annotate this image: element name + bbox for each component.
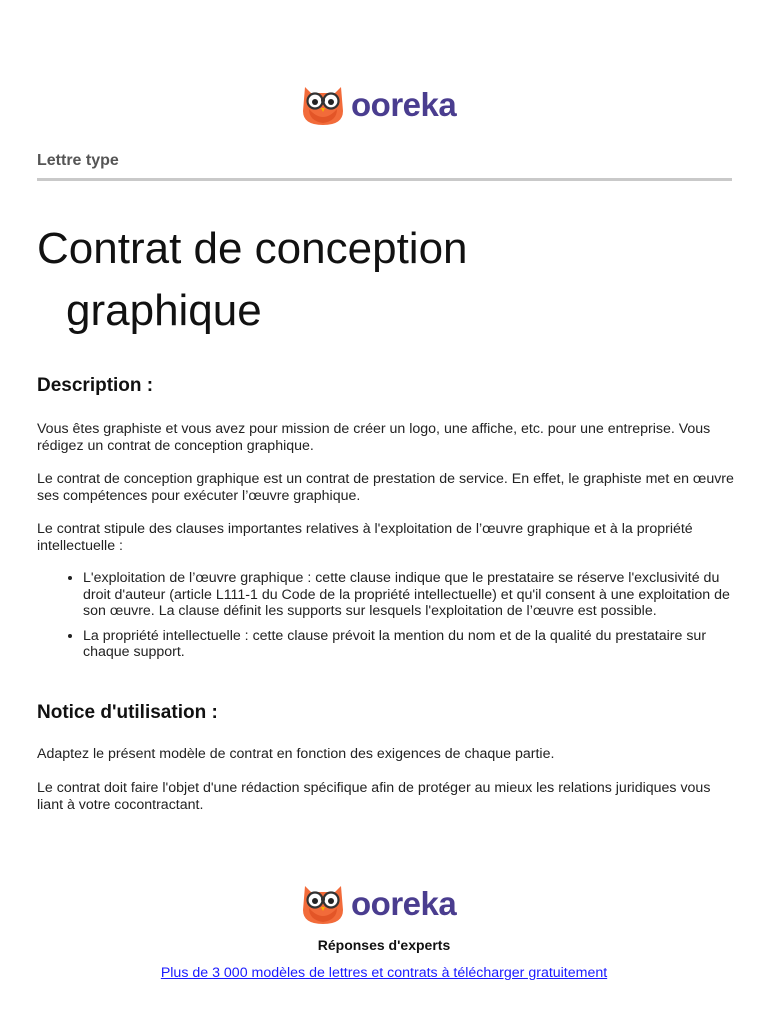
description-paragraph: Vous êtes graphiste et vous avez pour mission de créer un logo, une affiche, etc. pour une entreprise. Vous rédigez un contrat de conception graphique. <box>37 421 711 454</box>
brand-wordmark: ooreka <box>351 884 457 922</box>
title-line-1: Contrat de conception <box>37 224 468 273</box>
notice-heading: Notice d'utilisation : <box>37 702 218 723</box>
notice-paragraph: Adaptez le présent modèle de contrat en fonction des exigences de chaque partie. <box>37 746 555 762</box>
title-line-2: graphique <box>66 286 262 335</box>
description-heading: Description : <box>37 375 154 396</box>
footer-tagline: Réponses d'experts <box>317 937 451 953</box>
owl-icon <box>299 880 347 926</box>
description-paragraph: Le contrat stipule des clauses importantes relatives à l'exploitation de l’œuvre graphique et à la propriété intellectuelle : <box>37 521 693 554</box>
list-item: • L'exploitation de l’œuvre graphique : cette clause indique que le prestataire se réserve l'exclusivité du droit d'auteur (article L111-1 du Code de la propriété intellectuelle) et qu'il consent à une exploitation de son œuvre. La clause définit les supports sur lesquels l'exploitation de l’œuvre est possible. <box>83 570 743 620</box>
header-divider <box>37 178 732 181</box>
list-item: • La propriété intellectuelle : cette clause prévoit la mention du nom et de la qualité du prestataire sur chaque support. <box>83 628 743 661</box>
description-paragraph: Le contrat de conception graphique est un contrat de prestation de service. En effet, le graphiste met en œuvre ses compétences pour exécuter l’œuvre graphique. <box>37 471 734 504</box>
owl-icon <box>299 81 347 127</box>
brand-logo-footer <box>299 880 456 926</box>
clauses-list <box>37 570 743 669</box>
download-templates-link[interactable]: Plus de 3 000 modèles de lettres et contrats à télécharger gratuitement <box>160 965 608 981</box>
brand-logo <box>299 81 456 127</box>
notice-paragraph: Le contrat doit faire l'objet d'une rédaction spécifique afin de protéger au mieux les relations juridiques vous liant à votre cocontractant. <box>37 780 711 813</box>
brand-wordmark: ooreka <box>351 85 457 123</box>
page-title <box>37 218 737 342</box>
document-type-label: Lettre type <box>37 152 119 169</box>
